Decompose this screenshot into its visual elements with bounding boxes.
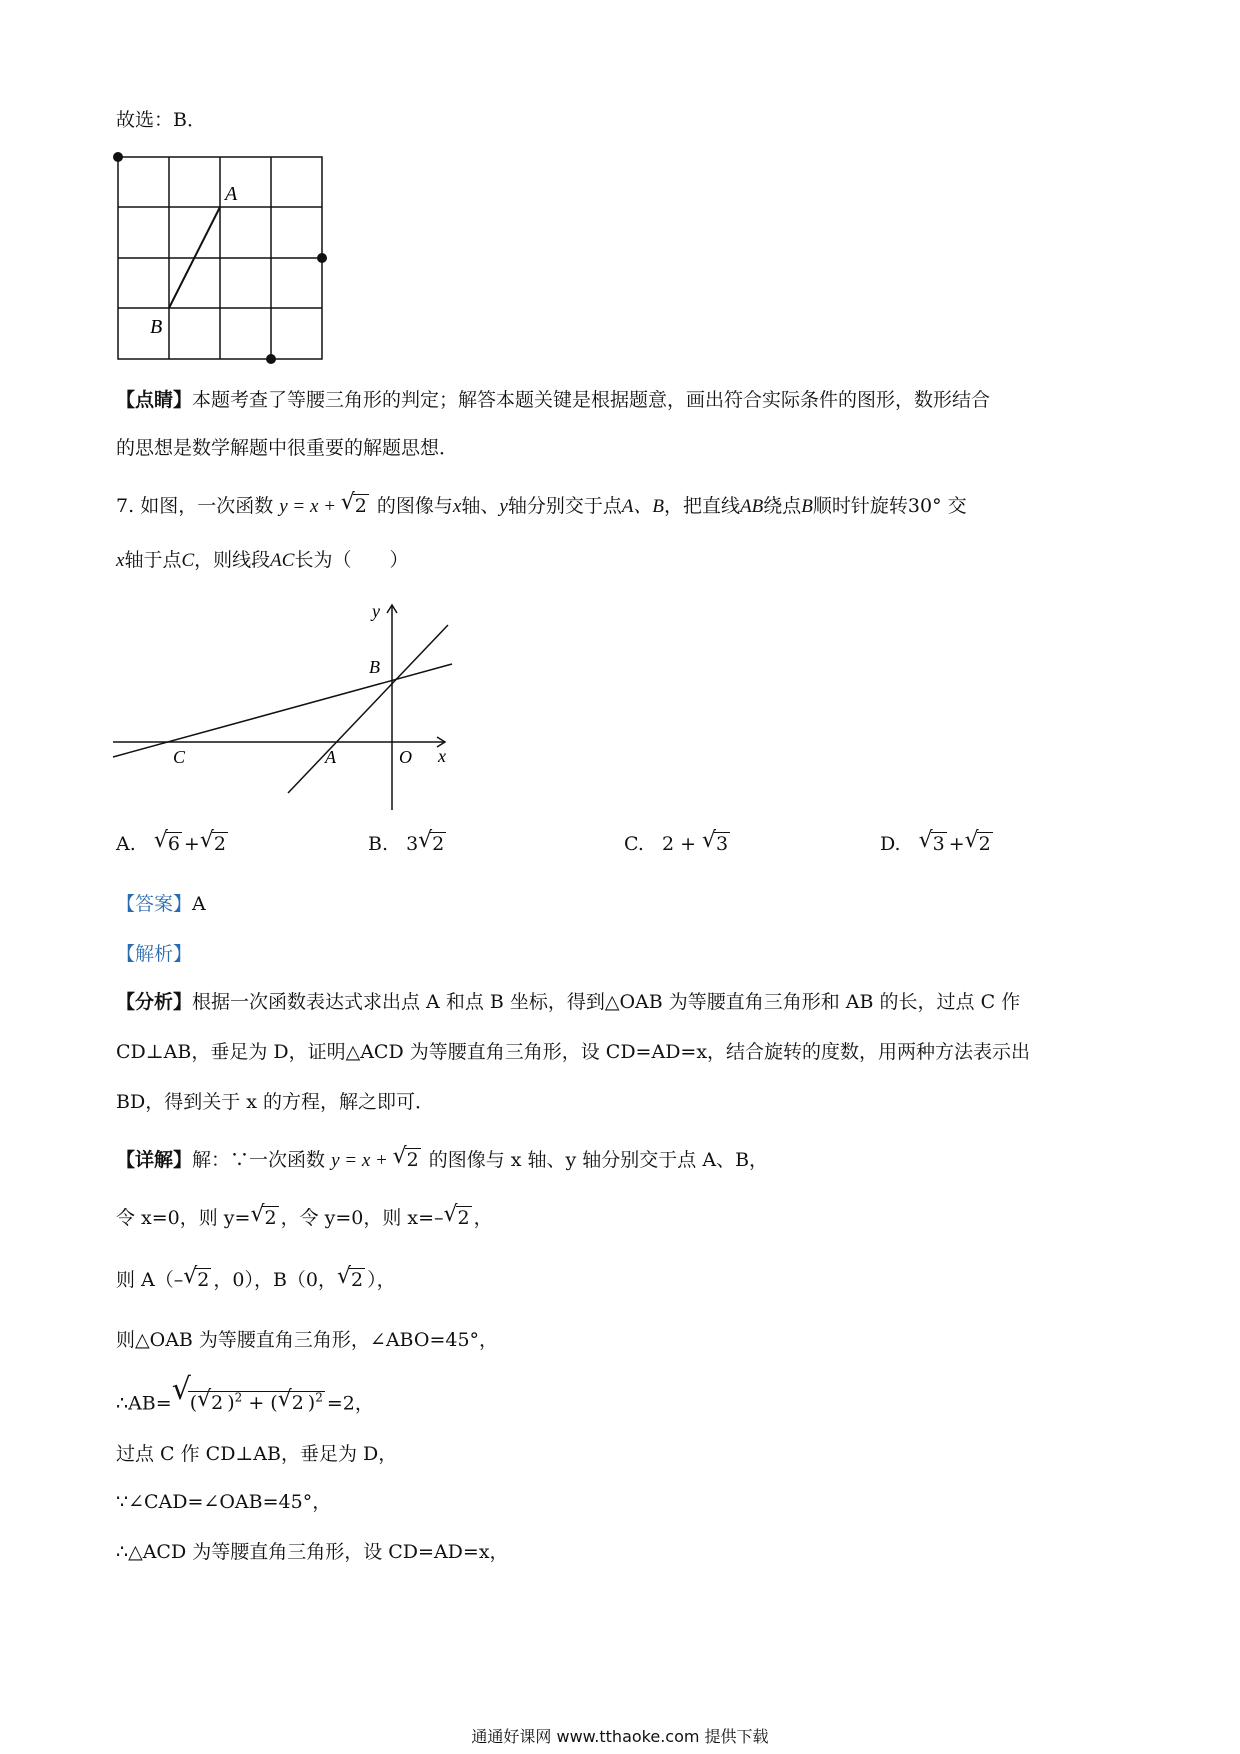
- footer-credit[interactable]: 通通好课网 www.tthaoke.com 提供下载: [471, 1727, 769, 1746]
- var-y: y: [499, 496, 508, 517]
- grid-dot-top-left: [113, 152, 123, 162]
- option-a[interactable]: A. √ 6 + √ 2: [116, 828, 226, 855]
- option-d-label: D.: [880, 833, 901, 855]
- fenxi-text-2: CD⊥AB，垂足为 D，证明△ACD 为等腰直角三角形，设 CD=AD=x，结合旋转的度数，用两种方法表示出: [116, 1041, 1031, 1063]
- answer-value: A: [192, 893, 206, 915]
- question-line-1: [116, 492, 967, 521]
- question-text-1g: 顺时针旋转30° 交: [812, 495, 967, 517]
- points-ab: A、B: [621, 496, 665, 517]
- answer-tag: 【答案】: [116, 893, 193, 915]
- question-text-1d: 轴分别交于点: [507, 495, 622, 517]
- label-a: A: [325, 747, 336, 767]
- sqrt-symbol: √ 2: [340, 490, 367, 517]
- question-text-2c: 长为（ ）: [294, 549, 409, 571]
- answer-line: [116, 890, 206, 918]
- analysis-tag-line: [116, 940, 192, 968]
- option-a-label: A.: [116, 833, 136, 855]
- question-line-2: [116, 546, 408, 575]
- dianjing-line-1: [116, 386, 990, 414]
- question-function: y = x +: [279, 496, 341, 517]
- question-text-1a: 如图，一次函数: [140, 495, 274, 517]
- dianjing-text-2: 的思想是数学解题中很重要的解题思想．: [116, 437, 459, 459]
- question-text-1b: 的图像与: [376, 495, 453, 517]
- detail-line-8: ∴△ACD 为等腰直角三角形，设 CD=AD=x，: [116, 1541, 509, 1563]
- question-number: 7.: [116, 495, 135, 517]
- question-text-1c: 轴、: [461, 495, 500, 517]
- question-text-1e: ，把直线: [664, 495, 741, 517]
- point-b: B: [801, 496, 813, 517]
- fenxi-line-3: [116, 1088, 434, 1116]
- option-c[interactable]: C. 2 + √ 3: [624, 828, 729, 855]
- option-b-label: B.: [368, 833, 389, 855]
- fenxi-text-1: 根据一次函数表达式求出点 A 和点 B 坐标，得到△OAB 为等腰直角三角形和 AB 的长，过点 C 作: [192, 991, 1021, 1013]
- detail-line-2: 令 x=0，则 y= √ 2 ，令 y=0，则 x=– √ 2 ，: [116, 1202, 493, 1229]
- fenxi-text-3: BD，得到关于 x 的方程，解之即可．: [116, 1091, 434, 1113]
- point-c: C: [181, 550, 195, 571]
- option-b[interactable]: B. 3 √ 2: [368, 828, 445, 855]
- var-x-2: x: [116, 550, 125, 571]
- fenxi-line-2: [116, 1038, 1030, 1066]
- grid-label-b: B: [150, 316, 163, 338]
- dianjing-line-2: [116, 434, 458, 462]
- grid-dot-bottom: [266, 354, 276, 364]
- detail-line-3: 则 A（– √ 2 ，0），B（0， √ 2 ），: [116, 1264, 396, 1291]
- label-x: x: [438, 746, 446, 766]
- detail-line-1: 【详解】解：∵一次函数 y = x + √ 2 的图像与 x 轴、y 轴分别交于点 A、B，: [116, 1144, 769, 1171]
- question-text-1f: 绕点: [763, 495, 802, 517]
- segment-ac: AC: [270, 550, 295, 571]
- graph-figure: [105, 595, 465, 815]
- label-c: C: [173, 747, 186, 767]
- detail-line-4: 则△OAB 为等腰直角三角形，∠ABO=45°，: [116, 1329, 499, 1351]
- grid-dot-right: [317, 253, 327, 263]
- fenxi-tag: 【分析】: [116, 991, 193, 1013]
- question-text-2a: 轴于点: [124, 549, 182, 571]
- line-ab: AB: [740, 496, 764, 517]
- intro-line: [116, 106, 206, 134]
- label-y: y: [372, 601, 380, 621]
- intro-text: 故选：B．: [116, 109, 206, 131]
- detail-tag: 【详解】: [116, 1149, 193, 1171]
- question-text-2b: ，则线段: [194, 549, 271, 571]
- grid-figure: [110, 150, 340, 370]
- line-cb-graph: [113, 664, 452, 757]
- label-b: B: [369, 657, 380, 677]
- var-x: x: [452, 496, 462, 517]
- option-c-label: C.: [624, 833, 644, 855]
- fenxi-line-1: [116, 988, 1020, 1016]
- dianjing-tag: 【点睛】: [116, 389, 193, 411]
- detail-line-6: 过点 C 作 CD⊥AB，垂足为 D，: [116, 1443, 398, 1465]
- grid-label-a: A: [225, 183, 238, 205]
- dianjing-text-1: 本题考查了等腰三角形的判定；解答本题关键是根据题意，画出符合实际条件的图形，数形结合: [192, 389, 991, 411]
- detail-line-7: ∵∠CAD=∠OAB=45°，: [116, 1491, 332, 1513]
- option-d[interactable]: D. √ 3 + √ 2: [880, 828, 991, 855]
- line-ab-graph: [288, 625, 448, 793]
- analysis-tag: 【解析】: [116, 943, 193, 965]
- detail-line-5: ∴AB= √ ( √ 2 )$^2$ + ( √ 2 )$^2$ =2，: [116, 1372, 374, 1415]
- label-o: O: [399, 747, 412, 767]
